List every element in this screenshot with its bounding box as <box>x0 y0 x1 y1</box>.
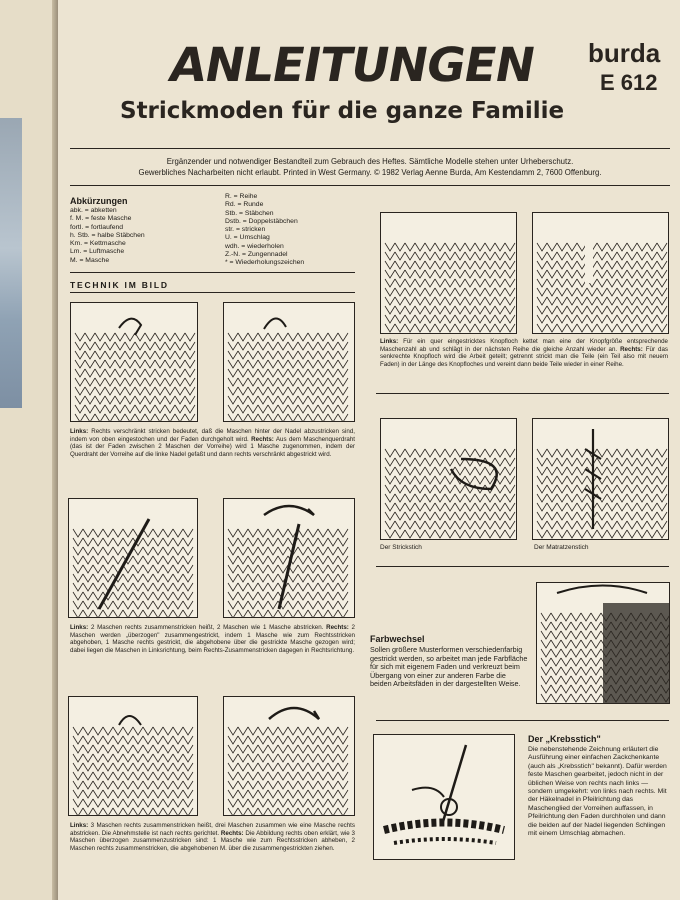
illustration-crab-stitch <box>373 734 515 860</box>
divider <box>376 393 669 394</box>
abbr-item: R. = Reihe <box>225 193 258 200</box>
label-strickstich: Der Strickstich <box>380 544 422 551</box>
caption-label: Rechts: <box>620 345 643 353</box>
knit-pattern <box>73 727 193 815</box>
section-title: TECHNIK IM BILD <box>70 280 169 290</box>
illustration-color-change <box>536 582 670 704</box>
caption-4 <box>380 338 668 368</box>
illustration-twisted-knit <box>70 302 198 422</box>
krebsstich-heading: Der „Krebsstich" <box>528 734 601 744</box>
abbr-item: wdh. = wiederholen <box>225 242 284 250</box>
illustration-knit-stitch-seam <box>380 418 517 540</box>
photo-fragment <box>0 118 22 408</box>
caption-text: Aus dem Maschenquerdraht (das ist der Faden zwischen 2 Maschen der Vorreihe) wird 1 Masche zugenommen, indem der Querdraht der Vorreihe auf die linke Nadel gefaßt und dann rechts verschränkt abgestrickt wird. <box>70 435 356 458</box>
brand-logo: burda <box>588 38 661 68</box>
abbr-item: h. Stb. = halbe Stäbchen <box>70 231 145 239</box>
abbr-item: Stb. = Stäbchen <box>225 209 274 217</box>
caption-label: Links: <box>70 428 89 435</box>
illustration-k3tog <box>68 696 198 816</box>
caption-text: Rechts verschränkt stricken bedeutet, daß die Maschen hinter der Nadel abzustricken sind, indem von oben eingestochen und der Faden durchgeholt wird. <box>70 428 355 443</box>
abbr-item: Rd. = Runde <box>225 201 264 209</box>
magazine-page <box>58 0 680 900</box>
caption-label: Links: <box>380 338 399 345</box>
abbr-item: Z.-N. = Zungennadel <box>225 251 288 259</box>
caption-2 <box>70 624 355 654</box>
caption-label: Links: <box>70 624 89 631</box>
krebsstich-text: Die nebenstehende Zeichnung erläutert die Ausführung einer einfachen Zackchenkante (auch als „Krebsstich" bekannt). Dafür werden feste Maschen gearbeitet, jedoch nicht in der üblichen Weise von rechts nach links — sondern umgekehrt: von links nach rechts. Mit der Häkelnadel in Pfeilrichtung das Maschenglied der Vorreihen auffassen, in Pfeilrichtung den Faden durchholen und dann die beiden auf der Nadel liegenden Schlingen mit einem Umschlag abmachen. <box>528 746 667 838</box>
knit-pattern <box>228 333 348 421</box>
abbr-item: * = Wiederholungszeichen <box>225 259 305 267</box>
abbr-item: Km. = Kettmasche <box>70 240 126 248</box>
abbr-item: abk. = abketten <box>70 207 117 214</box>
abbreviations-title: Abkürzungen <box>70 196 128 206</box>
caption-1 <box>70 428 355 458</box>
intro-line-1: Ergänzender und notwendiger Bestandteil zum Gebrauch des Heftes. Sämtliche Modelle stehen unter Urheberschutz. <box>166 157 574 166</box>
divider <box>376 566 669 567</box>
illustration-increase <box>223 302 355 422</box>
abbr-item: f. M. = feste Masche <box>70 215 132 223</box>
intro-line-2: Gewerbliches Nacharbeiten nicht erlaubt. Printed in West Germany. © 1982 Verlag Aenne Burda, Am Kestendamm 2, 7600 Offenburg. <box>138 168 602 177</box>
intro-rule <box>70 185 670 186</box>
caption-text: 3 Maschen rechts zusammenstricken heißt, drei Maschen zusammen wie eine Masche rechts abstricken. Die Abnehmstelle ist nach rechts gerichtet. <box>70 822 355 837</box>
illustration-sk2p <box>223 696 355 816</box>
abbreviations-right <box>225 193 304 268</box>
caption-label: Rechts: <box>220 829 244 837</box>
knit-pattern <box>75 333 195 421</box>
intro-text <box>70 156 670 178</box>
knit-pattern <box>228 727 348 815</box>
page-title: ANLEITUNGEN <box>165 38 539 93</box>
abbr-item: M. = Masche <box>70 256 110 264</box>
caption-text: Die Abbildung rechts oben erklärt, wie 3 Maschen überzogen zusammenzustricken sind: 1 Masche wie zum Rechtsstricken abheben, 2 Maschen rechts zusammenstricken, die abgehobenen M. über die zusammengestrickten ziehen. <box>70 829 355 852</box>
caption-text: 2 Maschen rechts zusammenstricken heißt, 2 Maschen wie 1 Masche abstricken. <box>88 624 327 631</box>
section-rule <box>70 292 355 293</box>
abbreviations-left <box>70 207 145 265</box>
abbr-item: str. = stricken <box>225 226 266 234</box>
caption-text: Für ein quer eingestricktes Knopfloch kettet man eine der Knopfgröße entsprechende Maschenzahl ab und schlägt in der nächsten Reihe die gleiche Anzahl wieder an. <box>380 338 668 353</box>
knit-pattern <box>537 243 667 332</box>
illustration-horizontal-buttonhole <box>380 212 517 334</box>
caption-label: Rechts: <box>326 624 349 631</box>
knit-pattern <box>73 529 193 617</box>
abbr-item: fortl. = fortlaufend <box>70 223 124 231</box>
illustration-k2tog <box>68 498 198 618</box>
illustration-vertical-buttonhole <box>532 212 669 334</box>
abbr-rule <box>70 272 355 273</box>
farbwechsel-heading: Farbwechsel <box>370 634 425 644</box>
knit-pattern <box>385 449 515 538</box>
knit-pattern <box>537 449 667 538</box>
caption-text: Für das senkrechte Knopfloch wird die Arbeit geteilt; getrennt strickt man die Teile (ein Teil also mit neuem Faden) in der Länge des Knopfloches und vereint dann beide Teile wieder in einer Reihe. <box>380 345 668 368</box>
abbr-item: Dstb. = Doppelstäbchen <box>225 217 298 225</box>
caption-label: Rechts: <box>251 435 274 443</box>
illustration-mattress-stitch <box>532 418 669 540</box>
knit-pattern <box>385 243 515 332</box>
header-rule <box>70 148 670 149</box>
caption-3 <box>70 822 355 852</box>
page-subtitle: Strickmoden für die ganze Familie <box>120 98 565 124</box>
label-matratzenstich: Der Matratzenstich <box>534 544 589 551</box>
divider <box>376 720 669 721</box>
issue-code: E 612 <box>600 70 658 95</box>
caption-label: Links: <box>70 822 89 829</box>
caption-text: 2 Maschen werden „überzogen" zusammengestrickt, indem 1 Masche wie zum Rechtsstricken abgehoben, 1 Masche rechts gestrickt, die abgehobene über die gestrickte Masche gezogen wird; dabei liegen die Maschen in Linksrichtung, beim Rechts-Zusammenstricken dagegen in Rechtsrichtung. <box>70 624 356 654</box>
abbr-item: U. = Umschlag <box>225 234 270 242</box>
abbr-item: Lm. = Luftmasche <box>70 248 125 256</box>
illustration-skp <box>223 498 355 618</box>
farbwechsel-text: Sollen größere Musterformen verschiedenfarbig gestrickt werden, so arbeitet man jede Farbfläche für sich mit eigenem Faden und verkreuzt beim Übergang von einer zur anderen Farbe die beiden Arbeitsfäden in der dargestellten Weise. <box>370 645 528 689</box>
